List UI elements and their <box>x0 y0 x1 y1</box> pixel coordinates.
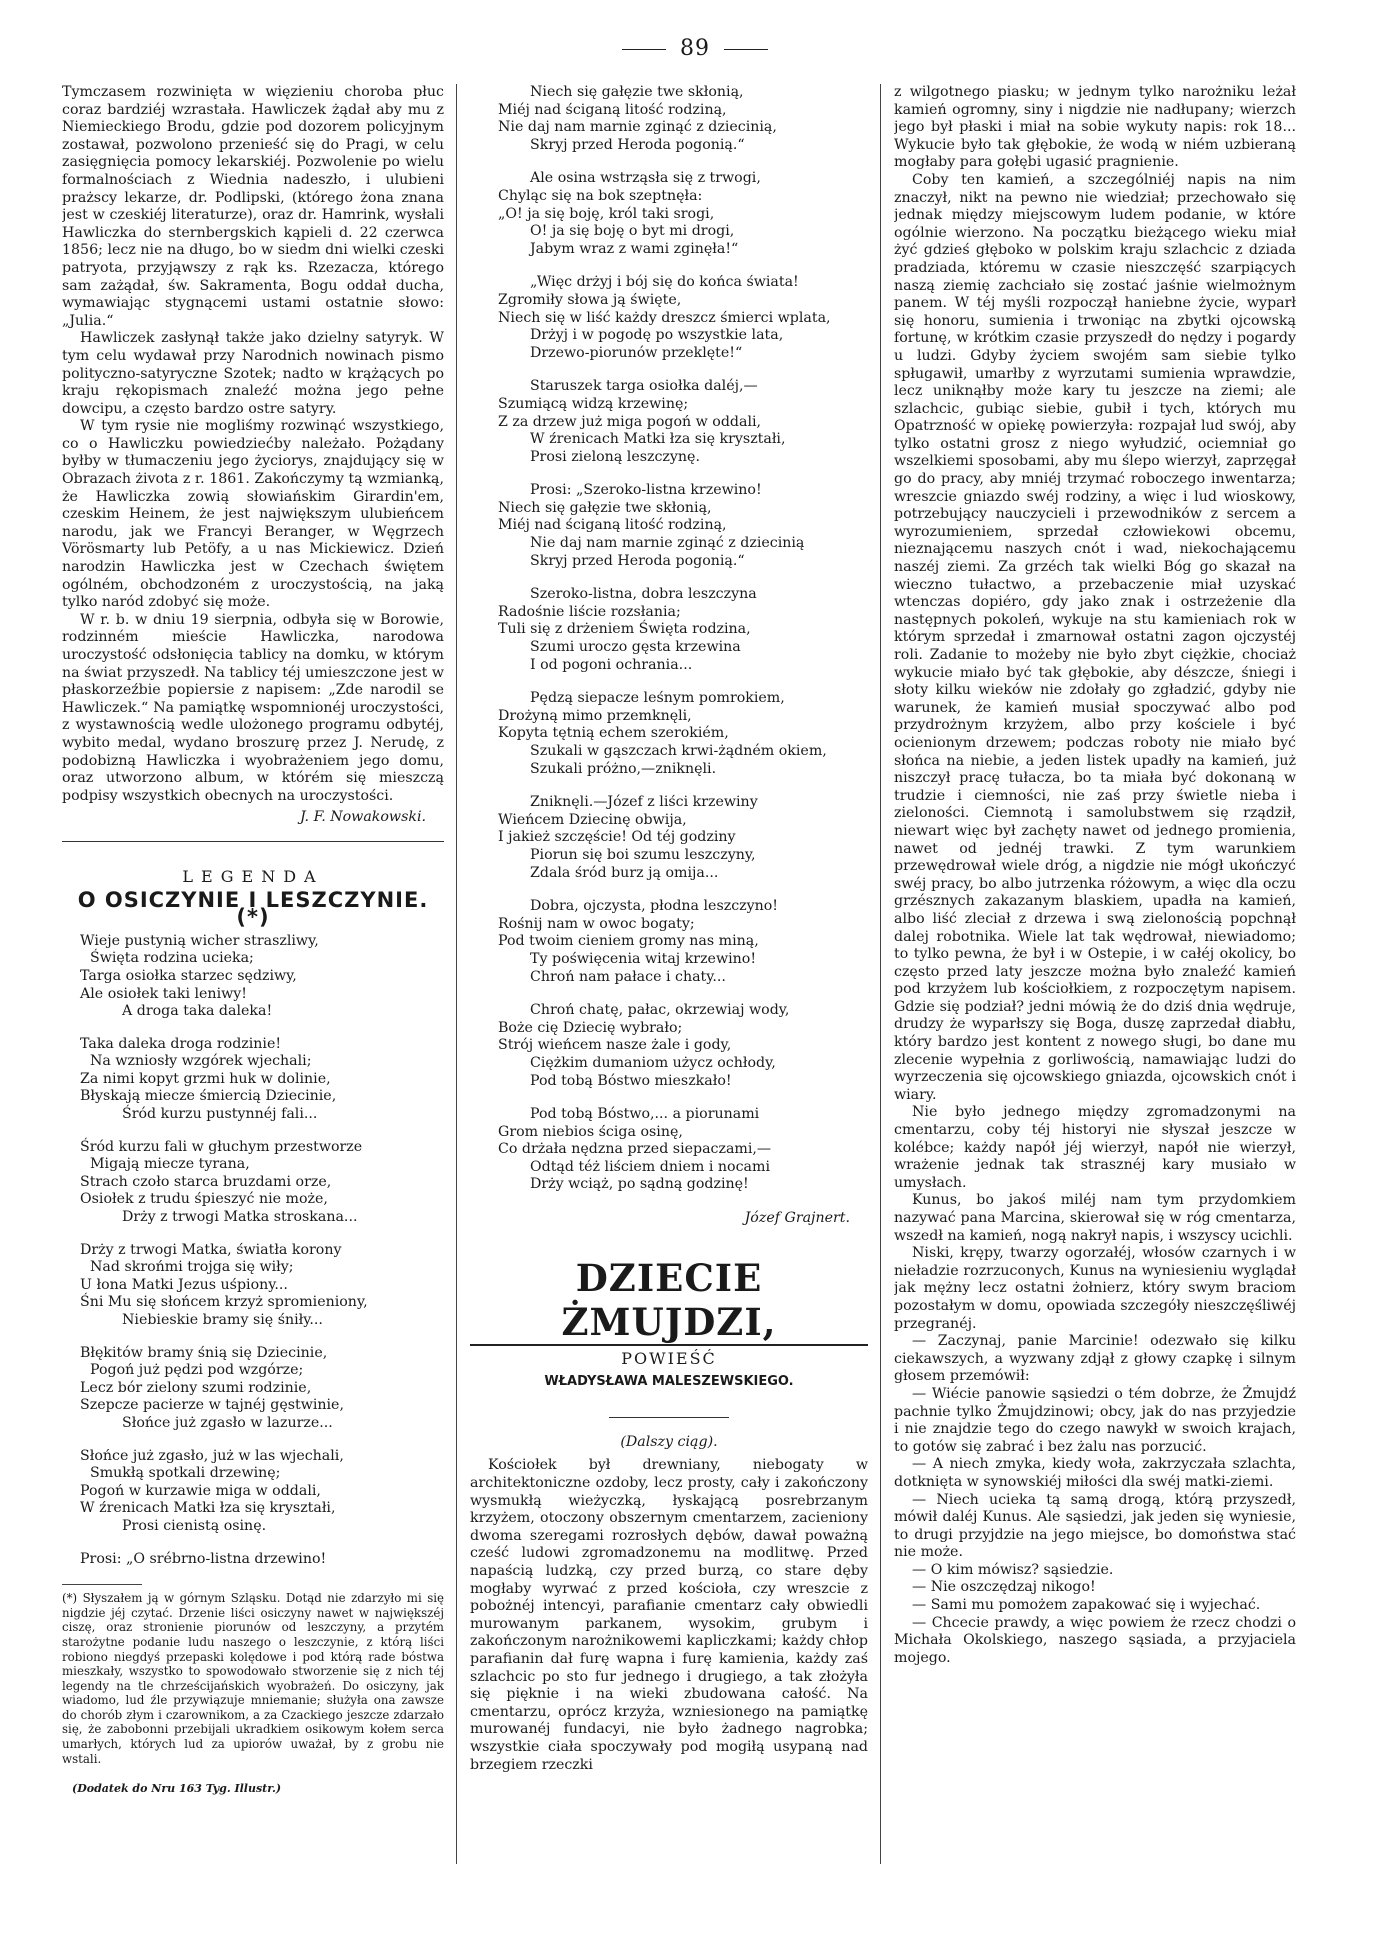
poem-line: Drzewo-piorunów przeklęte!“ <box>530 344 743 361</box>
poem-line: Prosi: „O srébrno-listna drzewino! <box>80 1550 327 1567</box>
poem-stanza <box>470 1002 868 1090</box>
poem-line: Niech się w liść każdy dreszcz śmierci wplata, <box>498 309 831 326</box>
poem-line: W źrenicach Matki łza się kryształi, <box>530 431 786 448</box>
poem-stanza <box>470 1106 868 1194</box>
poem-line: I od pogoni ochrania... <box>530 656 693 673</box>
poem-stanza <box>62 1551 444 1569</box>
poem-line: Śród kurzu fali w głuchym przestworze <box>80 1138 363 1155</box>
poem-line: Piorun się boi szumu leszczyny, <box>530 846 756 863</box>
middle-column <box>470 84 868 1864</box>
article-paragraph: Tymczasem rozwinięta w więzieniu choroba płuc coraz bardziéj wzrastała. Hawliczek żądał aby mu z Niemieckiego Brodu, gdzie pod dozorem policyjnym zostawał, pozwolono przenieść się do Pragi, w celu zasięgnięcia pomocy lekarskiéj. Pozwolenie po wielu formalnościach z Wiednia nadeszło, i ulubieni prażscy lekarze, dr. Podlipski, (którego żona znana jest w czeskiéj literaturze), oraz dr. Hamrink, wysłali Hawliczka do sternbergskich kąpieli d. 22 czerwca 1856; lecz nie na długo, bo w siedm dni wielki czeski patryota, przyjąwszy z rąk ks. Rzezacza, którego sam zażądał, św. Sakramenta, Bogu oddał ducha, wymawiając stygnącemi ustami ostatnie słowo: „Julia.“ <box>62 84 444 329</box>
header-rule-right <box>724 49 768 50</box>
novel-title-block <box>470 1256 868 1391</box>
dialogue-line: — Zaczynaj, panie Marcinie! odezwało się kilku ciekawszych, a wyzwany zdjął z głowy czapkę i silnym głosem przemówił: <box>894 1333 1296 1385</box>
poem-line: Niebieskie bramy się śniły... <box>122 1312 323 1328</box>
dialogue-line: — Niech ucieka tą samą drogą, którą przyszedł, mówił daléj Kunus. Ale sąsiedzi, jak jeden się wyniesie, to drugi przyjdzie na jego miejsce, bo domoństwa stać nie może. <box>894 1491 1296 1561</box>
poem-line: Boże cię Dziecię wybrało; <box>498 1019 683 1036</box>
poem-line: Ale osiołek taki leniwy! <box>80 985 247 1002</box>
poem-stanza <box>470 84 868 154</box>
poem-line: I jakież szczęście! Od téj godziny <box>498 829 736 846</box>
poem-stanza <box>62 1036 444 1124</box>
poem-line: Grom niebios ściga osinę, <box>498 1123 683 1140</box>
poem-line: O! ja się boję o byt mi drogi, <box>530 223 735 240</box>
footnote-rule <box>62 1584 142 1585</box>
footnote: (*) Słyszałem ją w górnym Szląsku. Dotąd nie zdarzyło mi się nigdzie jéj czytać. Drzenie liści osiczyny nawet w największéj ciszę, oraz stronienie piorunów od leszczyny, a przytém starożytne podanie ludu naszego o leszczynie, z którą liści robiono niegdyś przepaski kolędowe i pod którą rade bóstwa mieszkały, wszystko to spowodowało stworzenie się z nich téj legendy na tle chrześcijańskich wyobrażeń. Do osiczyny, jak wiadomo, lud źle przywiązuje mniemanie; służyła ona zawsze do chorób złym i czarownikom, a za Czackiego jeszcze zdarzało się, że zabobonni przebijali ukradkiem osikowym kołem serca umarłych, których lud za upiorów uważał, by z grobu nie wstali. <box>62 1591 444 1766</box>
poem-signature: Józef Grajnert. <box>744 1210 850 1227</box>
poem-stanza <box>62 1345 444 1433</box>
poem-line: Lecz bór zielony szumi rodzinie, <box>80 1379 312 1396</box>
poem-line: Chroń nam pałace i chaty... <box>530 968 726 985</box>
poem-line: U łona Matki Jezus uśpiony... <box>80 1276 288 1293</box>
poem-line: Nad skrońmi trojga się wiły; <box>90 1259 294 1276</box>
poem-line: Śród kurzu pustynnéj fali... <box>122 1106 318 1123</box>
dialogue-line: — Chcecie prawdy, a więc powiem że rzecz chodzi o Michała Okolskiego, naszego sąsiada, a przyjaciela mojego. <box>894 1614 1296 1666</box>
poem-line: Strój wieńcem nasze żale i gody, <box>498 1037 732 1054</box>
poem-line: Ty poświęcenia witaj krzewino! <box>530 950 757 967</box>
poem-line: Radośnie liście rozsłania; <box>498 603 681 620</box>
poem-line: Szukali próżno,—zniknęli. <box>530 760 717 777</box>
poem-line: Ciężkim dumaniom użycz ochłody, <box>530 1054 776 1071</box>
poem-line: Osiołek z trudu śpieszyć nie może, <box>80 1191 328 1208</box>
section-divider <box>62 841 444 842</box>
poem-line: Szepcze pacierze w tajnéj gęstwinie, <box>80 1397 344 1414</box>
poem-line: Rośnij nam w owoc bogaty; <box>498 915 695 932</box>
poem-stanza <box>62 1139 444 1227</box>
poem-line: Święta rodzina ucieka; <box>90 950 254 967</box>
novel-subtitle: POWIEŚĆ <box>621 1348 717 1368</box>
poem-line: Za nimi kopyt grzmi huk w dolinie, <box>80 1070 331 1087</box>
dialogue-line: — Wiécie panowie sąsiedzi o tém dobrze, że Żmujdź pachnie tylko Żmujdzinowi; obcy, jak do nas przyjedzie i nie znajdzie tego do czego nawykł w swoich krajach, to gotów się zabrać i bez żalu nas porzucić. <box>894 1385 1296 1455</box>
poem-line: Pogoń w kurzawie miga w oddali, <box>80 1482 321 1499</box>
article-paragraph: Hawliczek zasłynął także jako dzielny satyryk. W tym celu wydawał przy Narodnich nowinach pismo polityczno-satyryczne Szotek; nadto w krążących po kraju rękopismach znaleźć można jego pełne dowcipu, a często bardzo ostre satyry. <box>62 330 444 417</box>
legend-poem-continued <box>470 84 868 1194</box>
poem-line: Pogoń już pędzi pod wzgórze; <box>90 1362 304 1379</box>
poem-line: Co drżała nędzna przed siepaczami,— <box>498 1141 772 1158</box>
poem-line: Jabym wraz z wami zginęła!“ <box>530 240 739 257</box>
poem-line: Odtąd téż liściem dniem i nocami <box>530 1158 770 1175</box>
poem-line: Zdala śród burz ją omija... <box>530 864 719 881</box>
poem-line: Smukłą spotkali drzewinę; <box>90 1465 281 1482</box>
poem-line: Wieńcem Dziecinę obwija, <box>498 811 687 828</box>
poem-line: Pod twoim cieniem gromy nas miną, <box>498 933 759 950</box>
dialogue-line: — Sami mu pomożem zapakować się i wyjechać. <box>912 1597 1261 1614</box>
poem-line: Strach czoło starca bruzdami orze, <box>80 1173 332 1190</box>
poem-line: Błękitów bramy śnią się Dziecinie, <box>80 1344 328 1361</box>
poem-line: Szukali w gąszczach krwi-żądném okiem, <box>530 743 827 759</box>
poem-line: Drży wciąż, po sądną godzinę! <box>530 1176 749 1193</box>
poem-line: Skryj przed Heroda pogonią.“ <box>530 136 745 153</box>
poem-stanza <box>470 274 868 362</box>
poem-stanza <box>470 378 868 466</box>
poem-line: Nie daj nam marnie zginąć z dziecinią, <box>498 119 777 136</box>
poem-line: Błyskają miecze śmiercią Dziecinie, <box>80 1088 337 1105</box>
column-divider-right <box>880 84 881 1864</box>
poem-stanza <box>62 1242 444 1330</box>
poem-line: Prosi: „Szeroko-listna krzewino! <box>530 482 762 499</box>
poem-line: Dobra, ojczysta, płodna leszczyno! <box>530 898 779 915</box>
poem-line: Pod tobą Bóstwo mieszkało! <box>530 1072 732 1089</box>
poem-line: Słońce już zgasło, już w las wjechali, <box>80 1447 344 1464</box>
poem-line: Drży z trwogi Matka, światła korony <box>80 1241 342 1258</box>
article-paragraph: W tym rysie nie mogliśmy rozwinąć wszystkiego, co o Hawliczku powiedziećby należało. Pożądany byłby w tłumaczeniu jego życiorys, znajdujący się w Obrazach żivota z r. 1861. Zakończymy tą wzmianką, że Hawliczka zowią słowiańskim Girardin'em, czeskim Heinem, że jest największym ulubieńcem narodu, jak we Francyi Beranger, w Węgrzech Vörösmarty lub Petöfy, a u nas Mickiewicz. Dzień narodzin Hawliczka jest w Czechach świętem ogólném, obchodzoném z uroczystością, na jaką tylko naród zdobyć się może. <box>62 418 444 611</box>
legend-label: LEGENDA <box>182 866 324 886</box>
poem-line: Chyląc się na bok szeptnęła: <box>498 187 703 204</box>
poem-stanza <box>470 794 868 882</box>
poem-line: Targa osiołka starzec sędziwy, <box>80 967 297 984</box>
dialogue-line: — A niech zmyka, kiedy woła, zakrzyczała szlachta, dotknięta w synowskiéj miłości dla swéj matki-ziemi. <box>894 1456 1296 1490</box>
continued-note: (Dalszy ciąg). <box>620 1433 718 1450</box>
poem-line: Drożyną mimo przemknęli, <box>498 707 692 724</box>
legend-title: O OSICZYNIE I LESZCZYNIE. (*) <box>77 887 429 930</box>
article-signature: J. F. Nowakowski. <box>299 809 426 826</box>
poem-line: Na wzniosły wzgórek wjechali; <box>90 1053 312 1070</box>
novel-paragraph: Niski, krępy, twarzy ogorzałéj, włosów czarnych i w nieładzie rozrzuconych, Kunus na wyniesieniu wyglądał jak mężny lecz ostatni żołnierz, który swym braciom pozostałym w domu, opowiada szczegóły nieszczęśliwéj przegranéj. <box>894 1245 1296 1332</box>
title-rule <box>609 1417 729 1418</box>
novel-title: DZIECIE ŻMUJDZI, <box>470 1256 868 1346</box>
poem-line: Szumi uroczo gęsta krzewina <box>530 639 741 656</box>
poem-line: Z za drzew już miga pogoń w oddali, <box>498 413 762 430</box>
poem-line: Taka daleka droga rodzinie! <box>80 1035 282 1052</box>
novel-paragraph: Nie było jednego między zgromadzonymi na cmentarzu, coby téj historyi nie słyszał jeszcze w kolébce; każdy napół jéj wierzył, napół nie wierzył, wrażenie jednak tak strasznéj kary musiało w umysłach. <box>894 1104 1296 1191</box>
poem-line: Chroń chatę, pałac, okrzewiaj wody, <box>530 1002 790 1019</box>
poem-line: W źrenicach Matki łza się kryształi, <box>80 1500 336 1517</box>
poem-stanza <box>470 586 868 674</box>
poem-line: Drży z trwogi Matka stroskana... <box>122 1209 358 1226</box>
poem-stanza <box>470 170 868 258</box>
poem-line: Miéj nad ściganą litość rodziną, <box>498 101 727 118</box>
poem-line: Pędzą siepacze leśnym pomrokiem, <box>530 690 785 707</box>
poem-line: Zgromiły słowa ją święte, <box>498 291 682 308</box>
poem-line: Prosi cienistą osinę. <box>122 1517 267 1534</box>
poem-stanza <box>62 933 444 1021</box>
column-divider-left <box>456 84 457 1864</box>
poem-line: Niech się gałęzie twe skłonią, <box>530 84 744 100</box>
novel-paragraph: Coby ten kamień, a szczególniéj napis na nim znaczył, nikt na pewno nie wiedział; przechowało się jednak między miejscowym ludem podanie, w które ogólnie wierzono. Na początku bieżącego wieku miał żyć gdzieś głęboko w polskim kraju szlachcic z dziada pradziada, któremu w czasie nieszczęść szarpiących naszą ziemię zachciało się zostać jaśnie wielmożnym panem. W téj myśli rozpoczął haniebne życie, wyparł się honoru, sumienia i trwoniąc na zbytki ojcowską fortunę, w krótkim czasie przyszedł do nędzy i pogardy u ludzi. Gdyby życiem swojém sam siebie tylko spługawił, umarłby z wyrzutami sumienia wprawdzie, lecz uniknąłby może kary tu jeszcze na ziemi; ale szlachcic, gubiąc siebie, gubił i tych, których mu Opatrzność w opiekę powierzyła: rozpajał lud swój, aby tylko ostatni grosz z niego wyłudzić, ociemniał go wszelkiemi sposobami, aby mu ślepo wierzył, zaprzęgał go do pracy, aby mniéj trzymać roboczego inwentarza; wreszcie gniazdo swéj rodziny, a więc i lud wioskowy, potrzebujący nauczycieli i przewodników z sercem a wyrozumieniem, sprzedał człowiekowi obcemu, nieznającemu naszych cnót i wad, niekochającemu naszéj ziemi. Za grzéch tak wielki Bóg go skazał na wieczno tułactwo, a przebaczenie miał uzyskać wtenczas dopiéro, gdy jako znak i ostrzeżenie dla następnych pokoleń, wykuje na stu kamieniach rok w którym sprzedał i zmarnował ostatni zagon ojczystéj roli. Zadanie to możeby nie było zbyt ciężkie, chociaż wykucie miało być tak głębokie, aby dészcze, śniegi i słoty kilku wieków nie zdołały go zgładzić, gdyby nie warunek, że kamień musiał spoczywać albo pod przydrożnym krzyżem, albo przy kościele i być ocienionym drzewem; podczas roboty nie miało być słońca na niebie, a jeden listek upadły na kamień, już niszczył pracę tułacza, bo ta miała być dokonaną w trudzie i ciemności, nie zaś przy świetle nieba i zieloności. Ciemnotą i samolubstwem się rządził, niewart więc był zachęty nawet od jednego promienia, nawet od jednéj trawki. Z tym warunkiem przewędrował wiele dróg, a nigdzie nie mógł ukończyć swéj pracy, bo albo jutrzenka różowym, a więc dla oczu grzésznych zakazanym blaskiem, upadła na kamień, albo liść zleciał z drzewa i swą zielonością popchnął dalej robotnika. Wiele lat tak wędrował, niewiadomo; to tylko pewna, że był i w Ostepie, i w całéj okolicy, bo często przed laty jeszcze można było znaleźć kamień pod krzyżem lub kościołkiem, z rozpoczętym napisem. Gdzie się podział? jedni mówią że do dziś dnia wędruje, drudzy że wyparłszy się Boga, duszę zaprzedał diabłu, który bardzo jest kontent z nowego sługi, bo dane mu zlecenie wypełnia z gorliwością, namawiając ludzi do wyrzeczenia się ojcowskiego gniazda, ojcowskich cnót i wiary. <box>894 171 1296 1103</box>
dialogue-line: — Nie oszczędzaj nikogo! <box>912 1579 1096 1596</box>
poem-line: Niech się gałęzie twe skłonią, <box>498 499 712 516</box>
poem-line: Słońce już zgasło w lazurze... <box>122 1414 333 1431</box>
right-column <box>894 84 1296 1864</box>
poem-line: A droga taka daleka! <box>122 1003 273 1020</box>
novel-paragraph: Kościołek był drewniany, niebogaty w architektoniczne ozdoby, lecz prosty, cały i zakończony wysmukłą wieżyczką, łyskającą posrebrzanym krzyżem, otoczony obszernym cmentarzem, zacieniony dwoma szeregami rozrosłych dębów, dawał poważną cześć ludowi zgromadzonemu na modlitwę. Przed napaścią ludzką, czy przed burzą, co stare dęby mogłaby wyrwać z przed kościoła, czy wreszcie z pobożnéj intencyi, parafianie cmentarz cały obwiedli murowanym parkanem, wysokim, grubym i zakończonym narożnikowemi kapliczkami; każdy chłop parafianin dał furę wapna i furę kamienia, każdy zaś szlachcic po sto fur jednego i drugiego, a tak złożyła się pięknie i na wieki zbudowana całość. Na cmentarzu, oprócz krzyża, wzniesionego na pamiątkę murowanéj fundacyi, nie było żadnego nagrobka; wszystkie ciała spoczywały pod mogiłą usypaną nad brzegiem rzeczki <box>470 1457 868 1773</box>
poem-stanza <box>470 690 868 778</box>
poem-line: Miéj nad ściganą litość rodziną, <box>498 517 727 534</box>
novel-paragraph: Kunus, bo jakoś miléj nam tym przydomkiem nazywać pana Marcina, skierował się w róg cmentarza, wszedł na kamień, nogą nakrył napis, i wszyscy ucichli. <box>894 1192 1296 1244</box>
poem-stanza <box>470 898 868 986</box>
poem-line: Szeroko-listna, dobra leszczyna <box>530 586 757 603</box>
article-paragraph: W r. b. w dniu 19 sierpnia, odbyła się w Borowie, rodzinném mieście Hawliczka, narodowa uroczystość odsłonięcia tablicy na domku, w którym na świat przyszedł. Na tablicy téj umieszczone jest w płaskorzeźbie popiersie z napisem: „Zde narodil se Hawliczek.“ Na pamiątkę wspomnionéj uroczystości, z wystawnością wedle ulożonego programu odbytéj, wybito medal, wydano broszurę przez J. Nerudę, z podobizną Hawliczka i wyobrażeniem jego domu, oraz utworzono album, w którém się mieszczą podpisy wszystkich obecnych na uroczystości. <box>62 611 444 804</box>
poem-line: Zniknęli.—Józef z liści krzewiny <box>530 794 758 811</box>
header-rule-left <box>622 49 666 50</box>
poem-line: Prosi zieloną leszczynę. <box>530 448 700 465</box>
supplement-note: (Dodatek do Nru 163 Tyg. Illustr.) <box>72 1782 282 1796</box>
poem-line: Śni Mu się słońcem krzyż spromieniony, <box>80 1294 368 1311</box>
poem-stanza <box>470 482 868 570</box>
poem-line: Skryj przed Heroda pogonią.“ <box>530 552 745 569</box>
poem-line: Szumiącą widzą krzewinę; <box>498 395 689 412</box>
poem-line: Pod tobą Bóstwo,... a piorunami <box>530 1106 760 1123</box>
dialogue-line: — O kim mówisz? sąsiedzie. <box>912 1561 1114 1578</box>
poem-line: Tuli się z drżeniem Święta rodzina, <box>498 621 751 638</box>
page-header <box>0 36 1390 61</box>
poem-line: Staruszek targa osiołka daléj,— <box>530 378 758 395</box>
poem-line: Nie daj nam marnie zginąć z dziecinią <box>530 535 805 552</box>
poem-line: Migają miecze tyrana, <box>90 1156 250 1173</box>
poem-line: Drżyj i w pogodę po wszystkie lata, <box>530 327 784 344</box>
page-number: 89 <box>680 36 710 61</box>
poem-line: Ale osina wstrząsła się z trwogi, <box>530 170 761 187</box>
left-column <box>62 84 444 1864</box>
legend-poem <box>62 933 444 1568</box>
novel-paragraph: z wilgotnego piasku; w jednym tylko narożniku leżał kamień ogromny, siny i nigdzie nie nadłupany; wierzch jego był płaski i miał na sobie wykuty napis: rok 18... Wykucie było tak głębokie, że wodą w niém uzbieraną mogłaby para gołębi ugasić pragnienie. <box>894 84 1296 171</box>
poem-line: Wieje pustynią wicher straszliwy, <box>80 932 319 949</box>
poem-line: Kopyta tętnią echem szerokiém, <box>498 725 729 742</box>
poem-line: „O! ja się boję, król taki srogi, <box>498 205 715 222</box>
novel-author: WŁADYSŁAWA MALESZEWSKIEGO. <box>544 1374 794 1390</box>
poem-line: „Więc drżyj i bój się do końca świata! <box>530 274 799 291</box>
poem-stanza <box>62 1448 444 1536</box>
